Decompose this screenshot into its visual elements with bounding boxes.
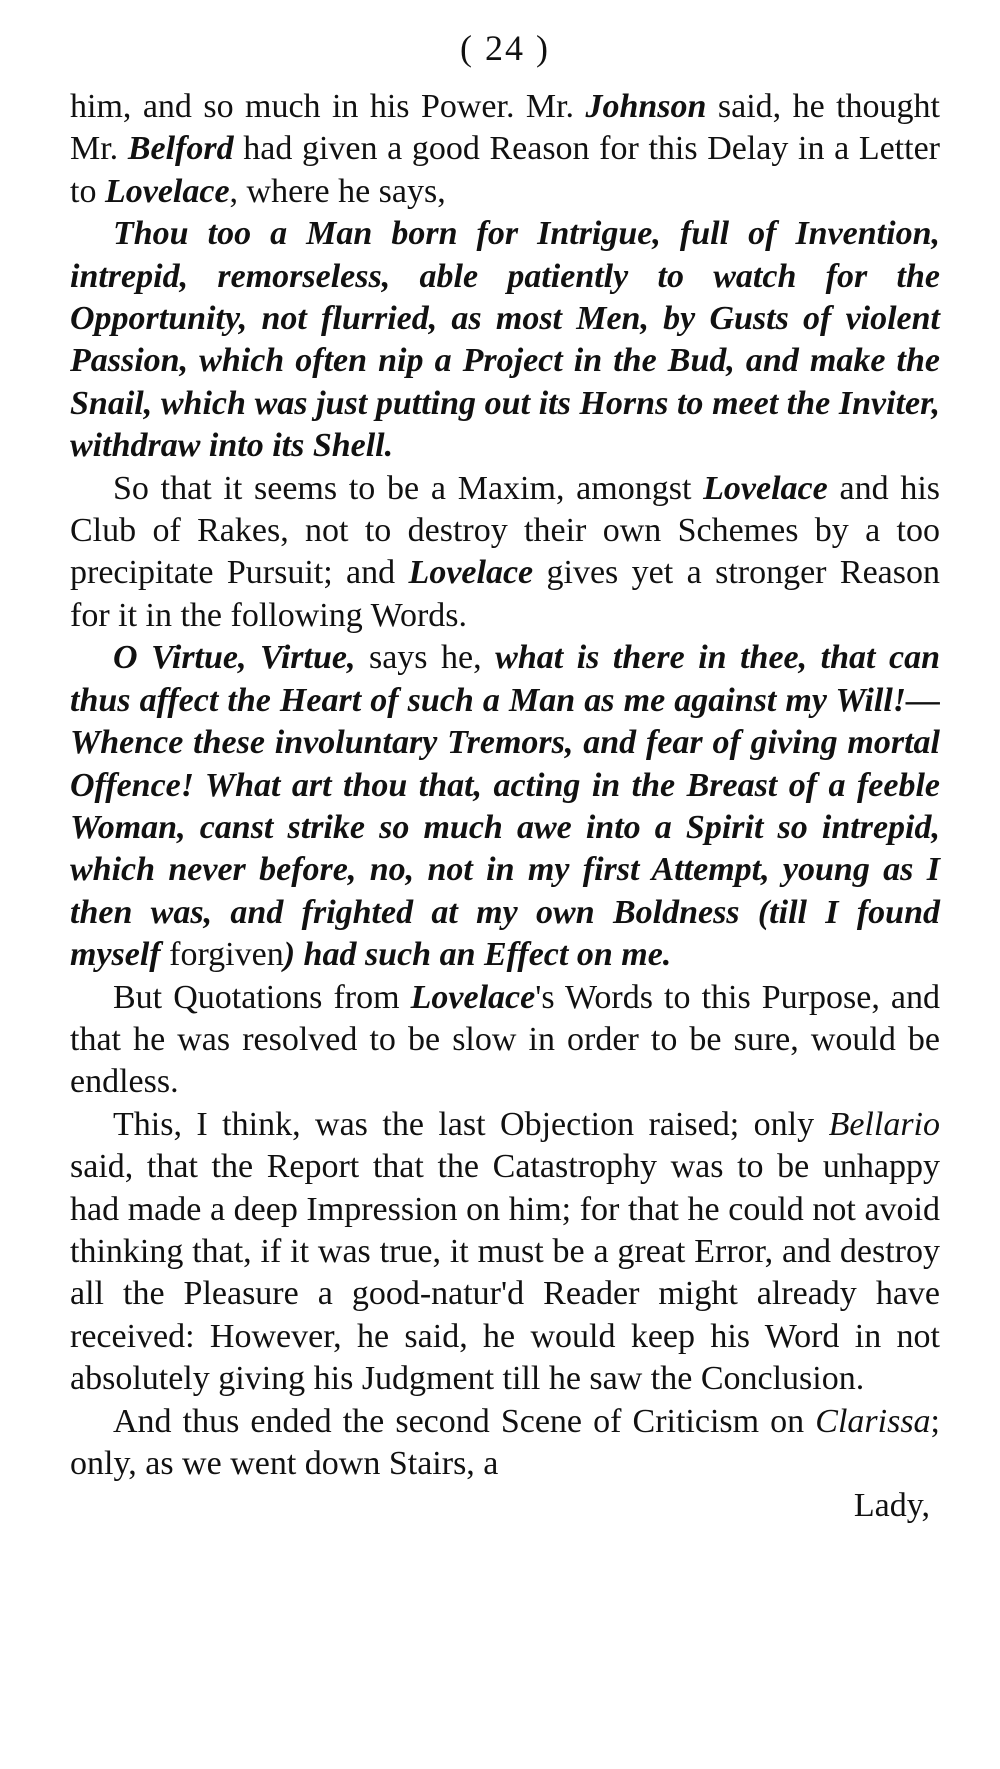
paragraph-quotation-belford [70, 213, 940, 467]
text-run: So that it seems to be a Maxim, amongst [113, 469, 704, 507]
text-run: This, I think, was the last Objection raised; only [113, 1105, 829, 1143]
name-lovelace: Lovelace [410, 978, 536, 1016]
page-number: ( 24 ) [460, 28, 550, 68]
quotation-text: Thou too a Man born for Intrigue, full of Invention, intrepid, remorseless, able patiently to watch for the Opportunity, not flurried, as most Men, by Gusts of violent Passion, which often nip a Project in the Bud, and make the Snail, which was just putting out its Horns to meet the Inviter, withdraw into its Shell. [70, 215, 940, 465]
text-run: and his Club of Rakes, not to destroy their own Schemes by a too precipitate Pursuit; and [70, 469, 940, 592]
paragraph-quotations-endless [70, 977, 940, 1104]
name-belford: Belford [127, 130, 234, 168]
quotation-opening: O Virtue, Virtue, [113, 639, 356, 677]
text-run: had given a good Reason for this Delay in a Letter to [70, 130, 940, 210]
paragraph-last-objection [70, 1104, 940, 1401]
name-bellario: Bellario [828, 1105, 940, 1143]
name-johnson: Johnson [585, 88, 707, 125]
text-run: 's Words to this Purpose, and that he was resolved to be slow in order to be sure, would be endless. [70, 978, 940, 1101]
title-clarissa: Clarissa [815, 1402, 931, 1440]
paragraph-maxim [70, 468, 940, 638]
text-run: said, that the Report that the Catastrophy was to be unhappy had made a deep Impression on him; for that he could not avoid thinking that, if it was true, it must be a great Error, and destroy all the Pleasure a good-natur'd Reader might already have received: However, he said, he would keep his Word in not absolutely giving his Judgment till he saw the Conclusion. [70, 1148, 940, 1398]
text-run: And thus ended the second Scene of Criticism on [113, 1402, 816, 1440]
catchword: Lady, [853, 1487, 930, 1525]
text-run: , where he says, [229, 172, 446, 210]
text-run: forgiven [160, 936, 284, 974]
name-lovelace: Lovelace [703, 469, 828, 507]
text-run: him, and so much in his Power. Mr. [70, 88, 586, 125]
name-lovelace: Lovelace [104, 172, 230, 210]
text-run: said, he thought Mr. [70, 88, 940, 168]
paragraph-scene-end [70, 1401, 940, 1486]
text-run: says he, [355, 639, 496, 677]
paragraph-quotation-lovelace [70, 637, 940, 976]
quotation-text: ) had such an Effect on me. [283, 936, 672, 974]
paragraph-johnson-remark [70, 86, 940, 213]
name-lovelace: Lovelace [408, 554, 534, 592]
text-run: But Quotations from [113, 978, 411, 1016]
text-run: ; only, as we went down Stairs, a [70, 1402, 940, 1482]
quotation-text: what is there in thee, that can thus affect the Heart of such a Man as me against my Will!—Whence these involuntary Tremors, and fear of giving mortal Offence! What art thou that, acting in the Breast of a feeble Woman, canst strike so much awe into a Spirit so intrepid, which never before, no, not in my first Attempt, young as I then was, and frighted at my own Boldness (till I found myself [70, 639, 940, 974]
text-run: gives yet a stronger Reason for it in the following Words. [70, 554, 940, 634]
